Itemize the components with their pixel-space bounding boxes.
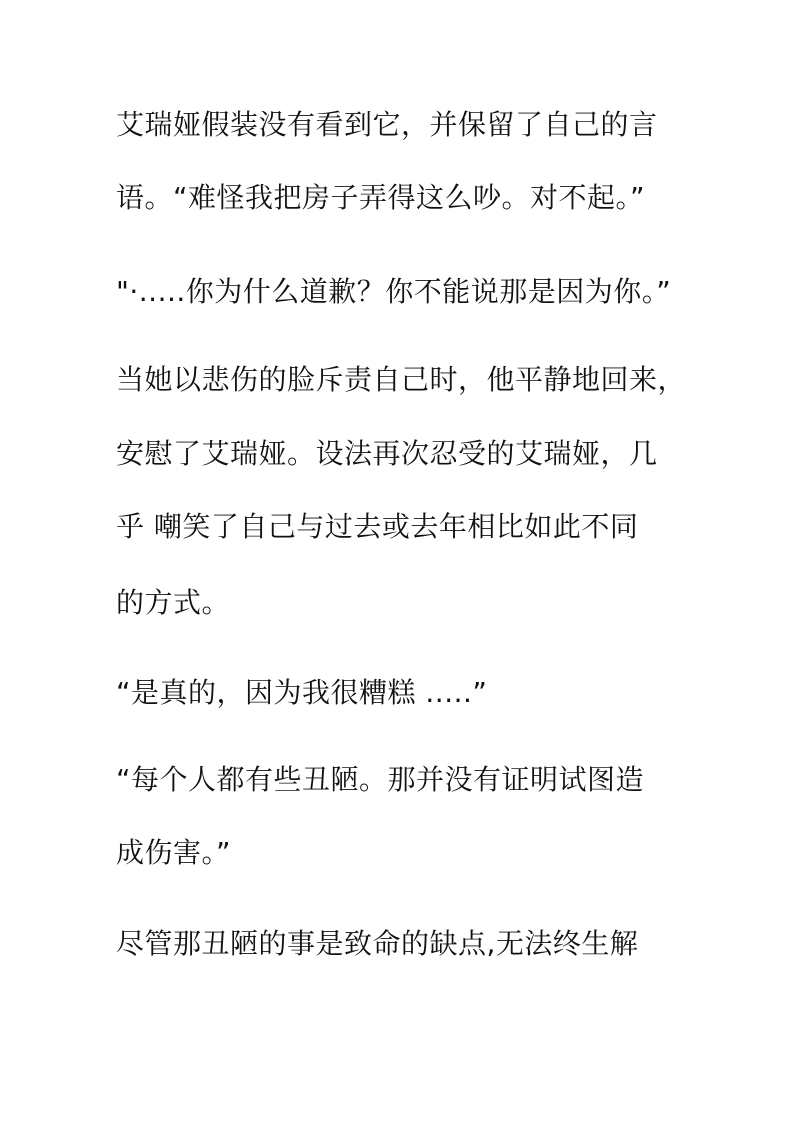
text-line: 的方式。 [116, 586, 231, 619]
text-line: 安慰了艾瑞娅。设法再次忍受的艾瑞娅，几 [116, 437, 658, 470]
text-line: “每个人都有些丑陋。那并没有证明试图造 [116, 763, 645, 796]
text-line: "·.....你为什么道歉？你不能说那是因为你。” [116, 275, 672, 308]
text-line: 尽管那丑陋的事是致命的缺点,无法终生解 [116, 927, 639, 960]
text-line: 语。“难怪我把房子弄得这么吵。对不起。” [116, 181, 646, 214]
text-line: 当她以悲伤的脸斥责自己时，他平静地回来， [116, 363, 687, 396]
text-line: 成伤害。” [116, 836, 232, 869]
text-line: 艾瑞娅假装没有看到它，并保留了自己的言 [116, 108, 658, 141]
text-line: “是真的，因为我很糟糕 .....” [116, 676, 488, 709]
text-line: 乎 嘲笑了自己与过去或去年相比如此不同 [116, 510, 639, 543]
